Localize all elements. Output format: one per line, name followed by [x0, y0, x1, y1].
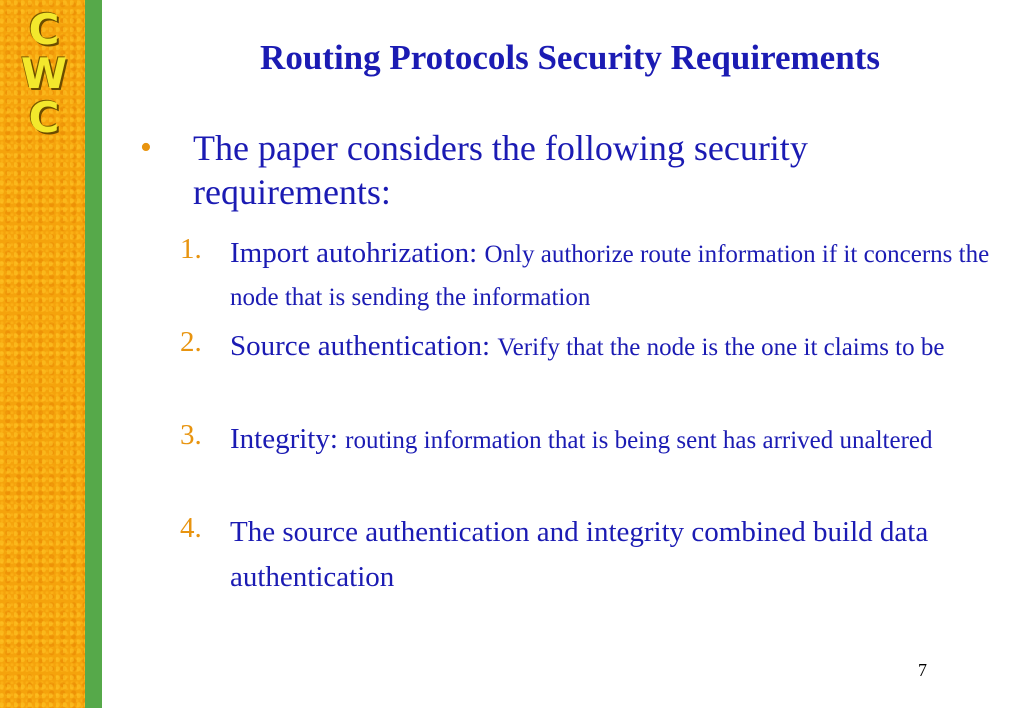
cwc-logo	[18, 5, 70, 142]
bullet-text: The paper considers the following security requirements:	[193, 128, 808, 212]
item-lead: Integrity:	[230, 423, 346, 455]
list-number: 1.	[180, 233, 202, 265]
logo-letter-c2: C	[28, 93, 60, 142]
logo-letter-w: W	[20, 49, 68, 98]
list-number: 3.	[180, 419, 202, 451]
item-desc: routing information that is being sent has arrived unaltered	[345, 427, 933, 454]
item-lead: Source authentication:	[230, 330, 498, 362]
bullet-icon: •	[140, 129, 152, 166]
item-lead: Import autohrization:	[230, 237, 485, 269]
item-desc: Verify that the node is the one it claims to be	[497, 334, 945, 361]
item-desc: Only authorize route information if it concerns the node that is sending the information	[230, 241, 990, 311]
green-stripe	[85, 0, 102, 708]
slide-title: Routing Protocols Security Requirements	[260, 38, 880, 77]
list-number: 4.	[180, 512, 202, 544]
logo-letter-c1: C	[28, 5, 60, 54]
list-number: 2.	[180, 326, 202, 358]
item-lead: The source authentication and integrity combined build data authentication	[230, 516, 929, 593]
page-number: 7	[918, 660, 927, 680]
